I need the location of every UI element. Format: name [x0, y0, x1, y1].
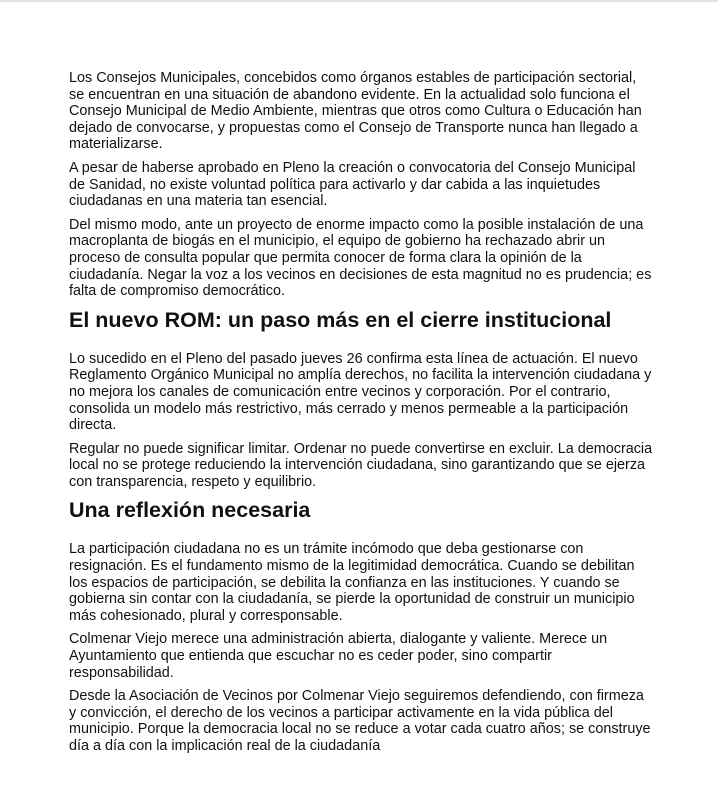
paragraph-sanidad: A pesar de haberse aprobado en Pleno la creación o convocatoria del Consejo Municipal de Sanidad, no existe voluntad política para activarlo y dar cabida a las inquietudes ciudadanas en una materia tan esencial. — [69, 159, 636, 210]
paragraph-consejos: Los Consejos Municipales, concebidos como órganos estables de participación sectorial, se encuentran en una situación de abandono evidente. En la actualidad solo funciona el Consejo Municipal de Medio Ambiente, mientras que otros como Cultura o Educación han dejado de convocarse, y propuestas como el Consejo de Transporte nunca han llegado a materializarse. — [69, 70, 642, 153]
article-body — [69, 70, 653, 762]
paragraph-biogas: Del mismo modo, ante un proyecto de enorme impacto como la posible instalación de una macroplanta de biogás en el municipio, el equipo de gobierno ha rechazado abrir un proceso de consulta popular que permita conocer de forma clara la opinión de la ciudadanía. Negar la voz a los vecinos en decisiones de esta magnitud no es prudencia; es falta de compromiso democrático. — [69, 216, 652, 300]
paragraph-colmenar: Colmenar Viejo merece una administración abierta, dialogante y valiente. Merece un Ayuntamiento que entienda que escuchar no es ceder poder, sino compartir responsabilidad. — [69, 631, 608, 681]
paragraph-participacion: La participación ciudadana no es un trámite incómodo que deba gestionarse con resignación. Es el fundamento mismo de la legitimidad democrática. Cuando se debilitan los espacios de participación, se debilita la confianza en las instituciones. Y cuando se gobierna sin contar con la ciudadanía, se pierde la oportunidad de construir un municipio más cohesionado, plural y corresponsable. — [69, 541, 635, 624]
top-divider — [0, 0, 718, 2]
section-heading-rom: El nuevo ROM: un paso más en el cierre institucional — [69, 307, 612, 332]
section-heading-reflexion: Una reflexión necesaria — [69, 498, 311, 523]
paragraph-asociacion: Desde la Asociación de Vecinos por Colmenar Viejo seguiremos defendiendo, con firmeza y convicción, el derecho de los vecinos a participar activamente en la vida pública del municipio. Porque la democracia local no se reduce a votar cada cuatro años; se construye día a día con la implicación real de la ciudadanía — [69, 688, 651, 754]
paragraph-regular: Regular no puede significar limitar. Ordenar no puede convertirse en excluir. La democracia local no se protege reduciendo la intervención ciudadana, sino garantizando que se ejerza con transparencia, respeto y equilibrio. — [69, 440, 653, 490]
paragraph-pleno: Lo sucedido en el Pleno del pasado jueves 26 confirma esta línea de actuación. El nuevo Reglamento Orgánico Municipal no amplía derechos, no facilita la intervención ciudadana y no mejora los canales de comunicación entre vecinos y corporación. Por el contrario, consolida un modelo más restrictivo, más cerrado y menos permeable a la participación directa. — [69, 350, 652, 434]
